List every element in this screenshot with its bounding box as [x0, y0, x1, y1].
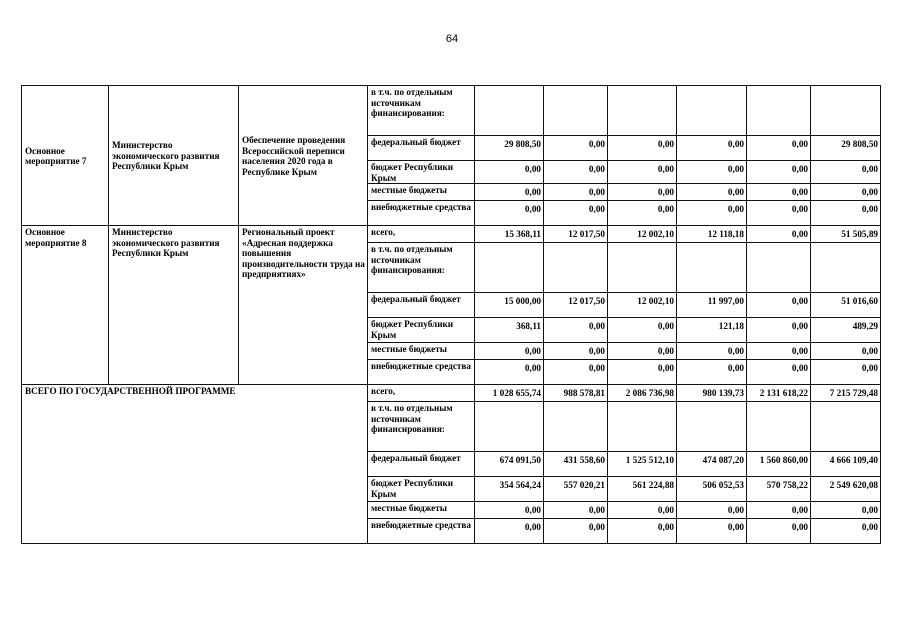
value-cell: 0,00 [747, 201, 811, 226]
value-cell [677, 243, 747, 293]
value-cell: 12 002,10 [608, 293, 677, 318]
activity-name: Основное мероприятие 7 [22, 86, 109, 226]
activity-executor: Министерство экономического развития Республики Крым [109, 86, 239, 226]
value-cell: 0,00 [608, 502, 677, 519]
value-cell: 2 131 618,22 [747, 385, 811, 402]
value-cell: 51 016,60 [811, 293, 881, 318]
value-cell: 0,00 [747, 184, 811, 201]
table-row [22, 385, 881, 402]
value-cell: 0,00 [811, 343, 881, 360]
value-cell [811, 402, 881, 452]
value-cell: 15 368,11 [475, 226, 544, 243]
value-cell: 0,00 [544, 161, 608, 184]
value-cell: 474 087,20 [677, 452, 747, 477]
value-cell: 0,00 [544, 318, 608, 343]
value-cell: 0,00 [677, 136, 747, 161]
value-cell: 7 215 729,48 [811, 385, 881, 402]
value-cell: 0,00 [544, 502, 608, 519]
value-cell: 0,00 [747, 161, 811, 184]
source-cell: федеральный бюджет [368, 293, 475, 318]
activity-name: Основное мероприятие 8 [22, 226, 109, 385]
value-cell: 557 020,21 [544, 477, 608, 502]
value-cell: 489,29 [811, 318, 881, 343]
value-cell: 431 558,60 [544, 452, 608, 477]
value-cell: 988 578,81 [544, 385, 608, 402]
source-cell: в т.ч. по отдельным источникам финансирования: [368, 243, 475, 293]
value-cell: 0,00 [811, 502, 881, 519]
value-cell [544, 86, 608, 136]
value-cell [608, 402, 677, 452]
value-cell [747, 243, 811, 293]
source-cell: всего, [368, 226, 475, 243]
value-cell [747, 86, 811, 136]
source-cell: федеральный бюджет [368, 452, 475, 477]
value-cell [475, 86, 544, 136]
source-cell: в т.ч. по отдельным источникам финансирования: [368, 86, 475, 136]
activity-executor: Министерство экономического развития Республики Крым [109, 226, 239, 385]
source-cell: местные бюджеты [368, 184, 475, 201]
value-cell [475, 243, 544, 293]
source-cell: местные бюджеты [368, 343, 475, 360]
value-cell [608, 243, 677, 293]
value-cell: 0,00 [677, 343, 747, 360]
value-cell: 29 808,50 [811, 136, 881, 161]
value-cell: 2 086 736,98 [608, 385, 677, 402]
value-cell: 0,00 [811, 201, 881, 226]
value-cell: 0,00 [475, 184, 544, 201]
activity-description: Региональный проект «Адресная поддержка повышения производительности труда на предприятиях» [239, 226, 368, 385]
value-cell: 0,00 [608, 184, 677, 201]
value-cell: 0,00 [608, 318, 677, 343]
value-cell: 0,00 [747, 318, 811, 343]
value-cell: 980 139,73 [677, 385, 747, 402]
value-cell: 29 808,50 [475, 136, 544, 161]
value-cell: 0,00 [475, 519, 544, 544]
value-cell: 0,00 [811, 161, 881, 184]
value-cell [747, 402, 811, 452]
value-cell: 0,00 [608, 519, 677, 544]
source-cell: бюджет Республики Крым [368, 161, 475, 184]
value-cell: 0,00 [677, 502, 747, 519]
value-cell: 1 525 512,10 [608, 452, 677, 477]
value-cell: 15 000,00 [475, 293, 544, 318]
value-cell: 368,11 [475, 318, 544, 343]
value-cell: 0,00 [677, 184, 747, 201]
value-cell: 0,00 [544, 343, 608, 360]
value-cell: 2 549 620,08 [811, 477, 881, 502]
value-cell [475, 402, 544, 452]
activity-description: Обеспечение проведения Всероссийской переписи населения 2020 года в Республике Крым [239, 86, 368, 226]
value-cell: 0,00 [475, 343, 544, 360]
value-cell: 121,18 [677, 318, 747, 343]
value-cell: 0,00 [747, 226, 811, 243]
value-cell: 0,00 [544, 136, 608, 161]
value-cell [677, 402, 747, 452]
value-cell: 0,00 [677, 519, 747, 544]
value-cell: 12 002,10 [608, 226, 677, 243]
value-cell: 0,00 [475, 502, 544, 519]
table-row [22, 86, 881, 136]
value-cell [544, 402, 608, 452]
value-cell: 1 560 860,00 [747, 452, 811, 477]
value-cell: 11 997,00 [677, 293, 747, 318]
budget-table [21, 85, 881, 544]
source-cell: всего, [368, 385, 475, 402]
value-cell [811, 243, 881, 293]
value-cell: 0,00 [677, 201, 747, 226]
value-cell: 570 758,22 [747, 477, 811, 502]
value-cell: 0,00 [608, 136, 677, 161]
value-cell: 0,00 [475, 161, 544, 184]
value-cell: 674 091,50 [475, 452, 544, 477]
value-cell: 0,00 [677, 360, 747, 385]
value-cell: 12 017,50 [544, 226, 608, 243]
value-cell: 0,00 [475, 201, 544, 226]
value-cell: 0,00 [608, 343, 677, 360]
value-cell [544, 243, 608, 293]
source-cell: внебюджетные средства [368, 201, 475, 226]
value-cell [608, 86, 677, 136]
value-cell: 0,00 [747, 502, 811, 519]
value-cell: 12 017,50 [544, 293, 608, 318]
value-cell: 0,00 [747, 136, 811, 161]
value-cell: 0,00 [811, 519, 881, 544]
value-cell: 0,00 [544, 184, 608, 201]
value-cell: 0,00 [544, 519, 608, 544]
value-cell: 561 224,88 [608, 477, 677, 502]
value-cell: 0,00 [747, 360, 811, 385]
value-cell [811, 86, 881, 136]
value-cell: 506 052,53 [677, 477, 747, 502]
value-cell: 4 666 109,40 [811, 452, 881, 477]
program-total-label: ВСЕГО ПО ГОСУДАРСТВЕННОЙ ПРОГРАММЕ [22, 385, 368, 544]
value-cell: 0,00 [544, 360, 608, 385]
source-cell: местные бюджеты [368, 502, 475, 519]
value-cell: 0,00 [811, 184, 881, 201]
value-cell: 0,00 [608, 360, 677, 385]
value-cell [677, 86, 747, 136]
value-cell: 0,00 [475, 360, 544, 385]
source-cell: бюджет Республики Крым [368, 477, 475, 502]
source-cell: внебюджетные средства [368, 360, 475, 385]
source-cell: федеральный бюджет [368, 136, 475, 161]
value-cell: 0,00 [608, 201, 677, 226]
source-cell: внебюджетные средства [368, 519, 475, 544]
source-cell: бюджет Республики Крым [368, 318, 475, 343]
value-cell: 0,00 [747, 519, 811, 544]
value-cell: 1 028 655,74 [475, 385, 544, 402]
table-row [22, 226, 881, 243]
page-number: 64 [445, 33, 459, 45]
value-cell: 51 505,89 [811, 226, 881, 243]
value-cell: 0,00 [544, 201, 608, 226]
value-cell: 354 564,24 [475, 477, 544, 502]
value-cell: 0,00 [608, 161, 677, 184]
value-cell: 0,00 [747, 343, 811, 360]
value-cell: 12 118,18 [677, 226, 747, 243]
value-cell: 0,00 [747, 293, 811, 318]
value-cell: 0,00 [677, 161, 747, 184]
source-cell: в т.ч. по отдельным источникам финансирования: [368, 402, 475, 452]
value-cell: 0,00 [811, 360, 881, 385]
